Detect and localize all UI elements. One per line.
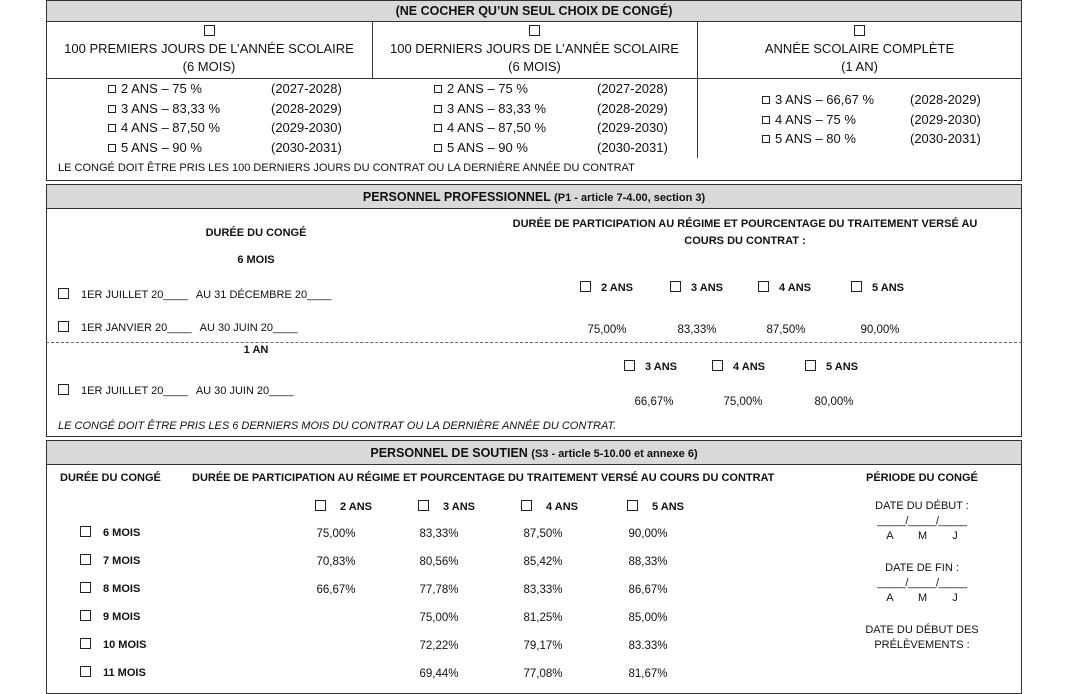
checkbox[interactable] xyxy=(80,582,91,593)
row-label-text: 10 MOIS xyxy=(103,639,147,651)
option-row[interactable]: 3 ANS – 83,33 % (2028-2029) xyxy=(108,99,342,119)
pro-divider xyxy=(46,342,1022,343)
date-fin-parts: A M J xyxy=(886,592,958,604)
pro-six-year-4[interactable] xyxy=(851,281,904,294)
year-label: 2 ANS xyxy=(340,501,372,513)
pro-six-pct-1: 75,00% xyxy=(587,324,627,336)
row-label-text: 11 MOIS xyxy=(103,667,146,679)
checkbox[interactable] xyxy=(434,124,442,132)
pro-an-row[interactable] xyxy=(58,384,294,397)
checkbox[interactable] xyxy=(627,500,638,511)
pro-an-year-1[interactable] xyxy=(624,360,677,373)
checkbox[interactable] xyxy=(204,25,215,36)
checkbox[interactable] xyxy=(80,610,91,621)
option-row[interactable]: 5 ANS – 80 % (2030-2031) xyxy=(762,129,981,149)
checkbox[interactable] xyxy=(854,25,865,36)
options-full-year xyxy=(762,90,981,149)
column-full-year xyxy=(697,22,1022,76)
pro-header-ref: (P1 - article 7-4.00, section 3) xyxy=(554,192,706,204)
column-first-100 xyxy=(46,22,372,76)
soutien-year-2[interactable] xyxy=(418,500,475,513)
option-row[interactable]: 4 ANS – 87,50 % (2029-2030) xyxy=(434,118,668,138)
option-row[interactable]: 2 ANS – 75 % (2027-2028) xyxy=(434,79,668,99)
year-label: 4 ANS xyxy=(779,282,811,294)
soutien-pct-cell: 70,83% xyxy=(316,556,356,568)
year-label: 3 ANS xyxy=(691,282,723,294)
pro-note: LE CONGÉ DOIT ÊTRE PRIS LES 6 DERNIERS MOIS DU CONTRAT OU LA DERNIÈRE ANNÉE DU CONTRAT. xyxy=(58,420,617,432)
soutien-row-label[interactable] xyxy=(80,638,146,651)
soutien-pct-cell: 83.33% xyxy=(628,640,668,652)
column-sub: (6 MOIS) xyxy=(182,59,236,74)
option-row[interactable]: 4 ANS – 75 % (2029-2030) xyxy=(762,110,981,130)
option-row[interactable]: 4 ANS – 87,50 % (2029-2030) xyxy=(108,118,342,138)
checkbox[interactable] xyxy=(434,85,442,93)
checkbox[interactable] xyxy=(851,281,862,292)
soutien-pct-cell: 66,67% xyxy=(316,584,356,596)
year-label: 5 ANS xyxy=(826,361,858,373)
soutien-row-label[interactable] xyxy=(80,666,146,679)
soutien-pct-cell: 87,50% xyxy=(523,528,563,540)
checkbox[interactable] xyxy=(80,666,91,677)
soutien-year-3[interactable] xyxy=(521,500,578,513)
checkbox[interactable] xyxy=(762,135,770,143)
checkbox[interactable] xyxy=(108,105,116,113)
column-title: ANNÉE SCOLAIRE COMPLÈTE xyxy=(764,41,955,56)
option-row[interactable]: 5 ANS – 90 % (2030-2031) xyxy=(434,138,668,158)
pro-header-text: PERSONNEL PROFESSIONNEL xyxy=(362,190,551,204)
column-title: 100 DERNIERS JOURS DE L’ANNÉE SCOLAIRE xyxy=(390,41,679,56)
date-debut-parts: A M J xyxy=(886,530,958,542)
pro-six-row-2[interactable] xyxy=(58,321,298,334)
year-label: 5 ANS xyxy=(652,501,684,513)
soutien-pct-cell: 75,00% xyxy=(419,612,459,624)
pro-an-pct-3: 80,00% xyxy=(814,396,854,408)
checkbox[interactable] xyxy=(805,360,816,371)
checkbox[interactable] xyxy=(758,281,769,292)
soutien-year-1[interactable] xyxy=(315,500,372,513)
checkbox[interactable] xyxy=(58,288,69,299)
year-label: 3 ANS xyxy=(645,361,677,373)
soutien-col-periode: PÉRIODE DU CONGÉ xyxy=(866,472,978,484)
soutien-year-4[interactable] xyxy=(627,500,684,513)
checkbox[interactable] xyxy=(434,105,442,113)
soutien-pct-cell: 81,67% xyxy=(628,668,668,680)
soutien-pct-cell: 83,33% xyxy=(523,584,563,596)
soutien-col-duree: DURÉE DU CONGÉ xyxy=(60,472,161,484)
pro-an-year-2[interactable] xyxy=(712,360,765,373)
pro-six-pct-3: 87,50% xyxy=(766,324,806,336)
year-label: 4 ANS xyxy=(546,501,578,513)
pro-un-an: 1 AN xyxy=(243,344,269,356)
checkbox[interactable] xyxy=(80,554,91,565)
soutien-pct-cell: 83,33% xyxy=(419,528,459,540)
choice-header-text: (NE COCHER QU’UN SEUL CHOIX DE CONGÉ) xyxy=(395,4,673,18)
soutien-pct-cell: 81,25% xyxy=(523,612,563,624)
checkbox[interactable] xyxy=(624,360,635,371)
soutien-row-label[interactable] xyxy=(80,582,140,595)
choice-note: LE CONGÉ DOIT ÊTRE PRIS LES 100 DERNIERS JOURS DU CONTRAT OU LA DERNIÈRE ANNÉE DU CONTRAT xyxy=(58,162,635,174)
row-end: AU 30 JUIN 20____ xyxy=(195,385,294,397)
soutien-pct-cell: 85,00% xyxy=(628,612,668,624)
soutien-pct-cell: 75,00% xyxy=(316,528,356,540)
column-sub: (6 MOIS) xyxy=(508,59,561,74)
soutien-row-label[interactable] xyxy=(80,554,140,567)
checkbox[interactable] xyxy=(315,500,326,511)
row-end: AU 31 DÉCEMBRE 20____ xyxy=(195,289,332,301)
pro-six-year-2[interactable] xyxy=(670,281,723,294)
row-end: AU 30 JUIN 20____ xyxy=(199,322,298,334)
row-start: 1ER JANVIER 20____ xyxy=(81,322,192,334)
soutien-pct-cell: 80,56% xyxy=(419,556,459,568)
date-debut-field[interactable]: _____/_____/_____ xyxy=(877,515,967,527)
date-debut-label: DATE DU DÉBUT : xyxy=(875,500,969,512)
row-label-text: 8 MOIS xyxy=(103,583,141,595)
column-last-100 xyxy=(372,22,697,76)
soutien-row-label[interactable] xyxy=(80,610,140,623)
year-label: 5 ANS xyxy=(872,282,904,294)
column-sub: (1 AN) xyxy=(841,59,878,74)
option-row[interactable]: 3 ANS – 83,33 % (2028-2029) xyxy=(434,99,668,119)
pro-six-year-1[interactable] xyxy=(580,281,633,294)
soutien-pct-cell: 90,00% xyxy=(628,528,668,540)
soutien-pct-cell: 86,67% xyxy=(628,584,668,596)
options-first-100 xyxy=(108,79,342,157)
checkbox[interactable] xyxy=(521,500,532,511)
checkbox[interactable] xyxy=(580,281,591,292)
soutien-pct-cell: 72,22% xyxy=(419,640,459,652)
checkbox[interactable] xyxy=(108,144,116,152)
date-fin-field[interactable]: _____/_____/_____ xyxy=(877,577,967,589)
date-fin-label: DATE DE FIN : xyxy=(885,562,959,574)
checkbox[interactable] xyxy=(80,526,91,537)
checkbox[interactable] xyxy=(80,638,91,649)
soutien-row-label[interactable] xyxy=(80,526,140,539)
options-last-100 xyxy=(434,79,668,157)
pro-six-year-3[interactable] xyxy=(758,281,811,294)
year-label: 2 ANS xyxy=(601,282,633,294)
checkbox[interactable] xyxy=(58,384,69,395)
pro-participation-label xyxy=(480,216,1010,250)
row-label-text: 9 MOIS xyxy=(103,611,141,623)
soutien-pct-cell: 79,17% xyxy=(523,640,563,652)
date-prelev-label-1: DATE DU DÉBUT DES xyxy=(865,624,979,636)
pro-six-row-1[interactable] xyxy=(58,288,332,301)
pro-an-pct-2: 75,00% xyxy=(723,396,763,408)
row-label-text: 6 MOIS xyxy=(103,527,141,539)
checkbox[interactable] xyxy=(108,124,116,132)
soutien-pct-cell: 77,78% xyxy=(419,584,459,596)
soutien-pct-cell: 85,42% xyxy=(523,556,563,568)
year-label: 3 ANS xyxy=(443,501,475,513)
option-row[interactable]: 5 ANS – 90 % (2030-2031) xyxy=(108,138,342,158)
soutien-header-ref: (S3 - article 5-10.00 et annexe 6) xyxy=(531,448,698,460)
periode-block xyxy=(852,499,992,653)
soutien-pct-cell: 77,08% xyxy=(523,668,563,680)
pro-duree-label: DURÉE DU CONGÉ xyxy=(205,227,307,239)
option-row[interactable]: 2 ANS – 75 % (2027-2028) xyxy=(108,79,342,99)
pro-an-pct-1: 66,67% xyxy=(634,396,674,408)
checkbox[interactable] xyxy=(762,116,770,124)
soutien-col-participation: DURÉE DE PARTICIPATION AU RÉGIME ET POURCENTAGE DU TRAITEMENT VERSÉ AU COURS DU CONTRAT xyxy=(192,472,775,484)
section-header-pro xyxy=(46,184,1022,209)
row-label-text: 7 MOIS xyxy=(103,555,141,567)
date-prelev-label-2: PRÉLÈVEMENTS : xyxy=(874,639,970,651)
section-header-soutien xyxy=(46,440,1022,465)
pro-participation-line1: DURÉE DE PARTICIPATION AU RÉGIME ET POURCENTAGE DU TRAITEMENT VERSÉ AU xyxy=(512,218,978,230)
pro-six-pct-2: 83,33% xyxy=(677,324,717,336)
row-start: 1ER JUILLET 20____ xyxy=(81,289,188,301)
pro-six-pct-4: 90,00% xyxy=(860,324,900,336)
checkbox[interactable] xyxy=(418,500,429,511)
checkbox[interactable] xyxy=(58,321,69,332)
row-start: 1ER JUILLET 20____ xyxy=(81,385,188,397)
soutien-pct-cell: 69,44% xyxy=(419,668,459,680)
checkbox[interactable] xyxy=(762,96,770,104)
pro-participation-line2: COURS DU CONTRAT : xyxy=(684,235,806,247)
pro-six-mois: 6 MOIS xyxy=(237,254,275,266)
checkbox[interactable] xyxy=(712,360,723,371)
soutien-pct-cell: 88,33% xyxy=(628,556,668,568)
col-divider xyxy=(697,78,698,158)
pro-an-year-3[interactable] xyxy=(805,360,858,373)
soutien-header-text: PERSONNEL DE SOUTIEN xyxy=(370,446,528,460)
checkbox[interactable] xyxy=(434,144,442,152)
option-row[interactable]: 3 ANS – 66,67 % (2028-2029) xyxy=(762,90,981,110)
checkbox[interactable] xyxy=(529,25,540,36)
section-header-choice xyxy=(46,0,1022,22)
checkbox[interactable] xyxy=(670,281,681,292)
checkbox[interactable] xyxy=(108,85,116,93)
column-title: 100 PREMIERS JOURS DE L’ANNÉE SCOLAIRE xyxy=(64,41,354,56)
year-label: 4 ANS xyxy=(733,361,765,373)
